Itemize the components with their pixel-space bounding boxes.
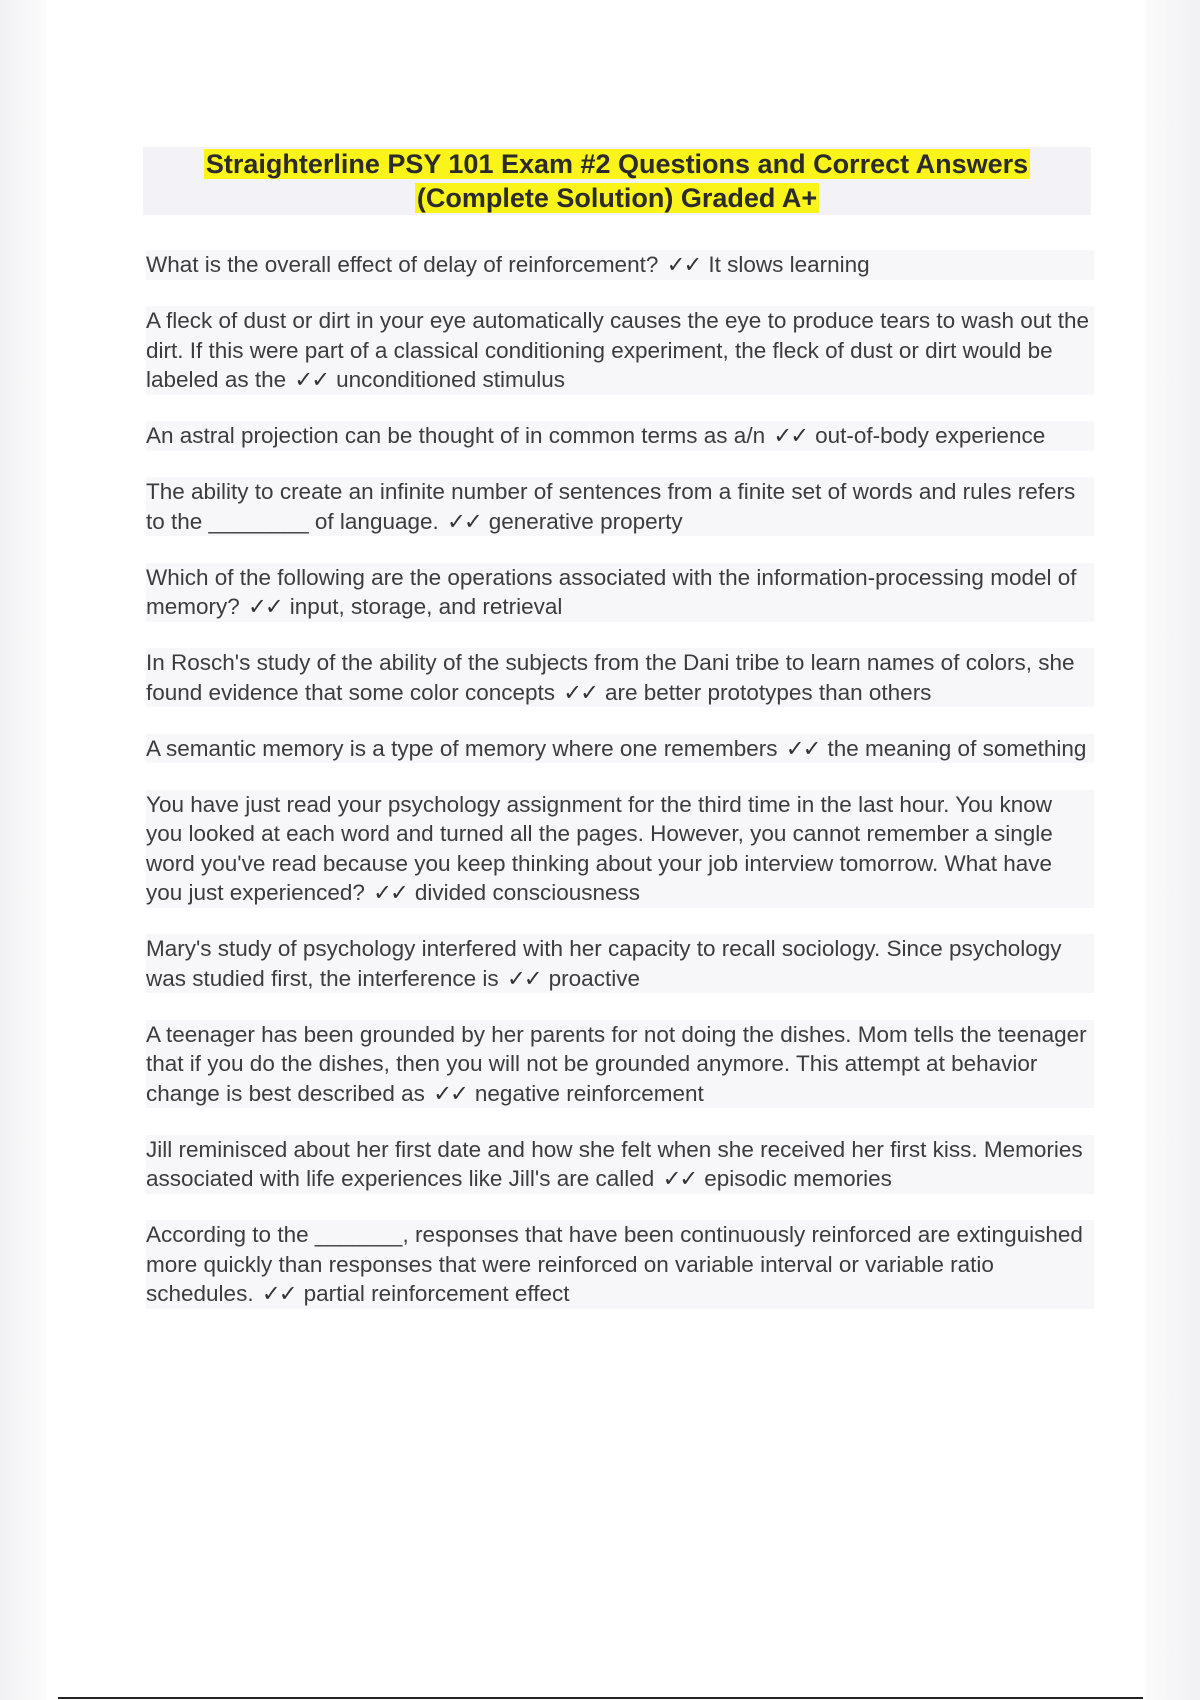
title-line-1: Straighterline PSY 101 Exam #2 Questions and Correct Answers <box>205 149 1029 179</box>
double-check-icon: ✓✓ <box>433 1080 467 1106</box>
double-check-icon: ✓✓ <box>785 735 820 761</box>
qa-item <box>146 250 1094 280</box>
double-check-icon: ✓✓ <box>294 367 329 392</box>
qa-list <box>146 250 1094 1335</box>
question-text: Jill reminisced about her first date and how she felt when she received her first kiss. Memories associated with life experiences like Jill's are called <box>146 1136 1083 1191</box>
answer-text: negative reinforcement <box>474 1080 704 1106</box>
double-check-icon: ✓✓ <box>662 1166 697 1191</box>
answer-text: the meaning of something <box>827 735 1087 761</box>
qa-item <box>146 563 1094 622</box>
double-check-icon: ✓✓ <box>773 423 808 448</box>
qa-item <box>146 477 1094 536</box>
question-text: In Rosch's study of the ability of the subjects from the Dani tribe to learn names of colors, she found evidence that some color concepts <box>146 650 1075 705</box>
qa-item <box>146 790 1094 908</box>
answer-text: unconditioned stimulus <box>336 367 565 392</box>
double-check-icon: ✓✓ <box>373 880 407 905</box>
question-text: Which of the following are the operations associated with the information-processing model of memory? <box>146 564 1077 619</box>
answer-text: divided consciousness <box>414 880 641 905</box>
qa-item <box>146 648 1094 707</box>
double-check-icon: ✓✓ <box>666 252 701 277</box>
question-text: Mary's study of psychology interfered with her capacity to recall sociology. Since psychology was studied first, the interference is <box>146 936 1062 991</box>
question-text: You have just read your psychology assignment for the third time in the last hour. You know you looked at each word and turned all the pages. However, you cannot remember a single word you've read because you keep thinking about your job interview tomorrow. What have you just experienced? <box>146 791 1053 905</box>
qa-item <box>146 734 1094 764</box>
double-check-icon: ✓✓ <box>261 1281 296 1306</box>
double-check-icon: ✓✓ <box>447 508 481 534</box>
answer-text: generative property <box>488 508 683 534</box>
question-text: What is the overall effect of delay of reinforcement? <box>146 252 659 277</box>
answer-text: It slows learning <box>708 252 870 277</box>
answer-text: are better prototypes than others <box>604 679 932 705</box>
qa-item <box>146 934 1094 993</box>
question-text: An astral projection can be thought of in common terms as a/n <box>146 423 766 448</box>
qa-item <box>146 306 1094 395</box>
double-check-icon: ✓✓ <box>248 594 282 619</box>
double-check-icon: ✓✓ <box>506 965 541 991</box>
answer-text: episodic memories <box>704 1166 892 1191</box>
page-margin-right <box>1146 0 1200 1700</box>
document-title <box>143 147 1091 215</box>
page-margin-left <box>0 0 46 1700</box>
answer-text: proactive <box>548 965 640 991</box>
question-text: According to the _______, responses that have been continuously reinforced are extinguished more quickly than responses that were reinforced on variable interval or variable ratio schedules. <box>146 1222 1083 1306</box>
qa-item <box>146 1135 1094 1194</box>
answer-text: out-of-body experience <box>815 423 1046 448</box>
qa-item <box>146 1220 1094 1309</box>
question-text: A fleck of dust or dirt in your eye automatically causes the eye to produce tears to wash out the dirt. If this were part of a classical conditioning experiment, the fleck of dust or dirt would be labeled as the <box>146 308 1090 392</box>
question-text: The ability to create an infinite number of sentences from a finite set of words and rules refers to the ________ of language. <box>146 479 1076 534</box>
question-text: A semantic memory is a type of memory where one remembers <box>146 735 778 761</box>
question-text: A teenager has been grounded by her parents for not doing the dishes. Mom tells the teenager that if you do the dishes, then you will not be grounded anymore. This attempt at behavior change is best described as <box>146 1021 1087 1106</box>
double-check-icon: ✓✓ <box>563 679 597 705</box>
qa-item <box>146 1020 1094 1109</box>
title-line-2: (Complete Solution) Graded A+ <box>416 183 818 213</box>
answer-text: input, storage, and retrieval <box>289 594 563 619</box>
qa-item <box>146 421 1094 451</box>
answer-text: partial reinforcement effect <box>303 1281 570 1306</box>
footer-divider <box>58 1697 1143 1699</box>
